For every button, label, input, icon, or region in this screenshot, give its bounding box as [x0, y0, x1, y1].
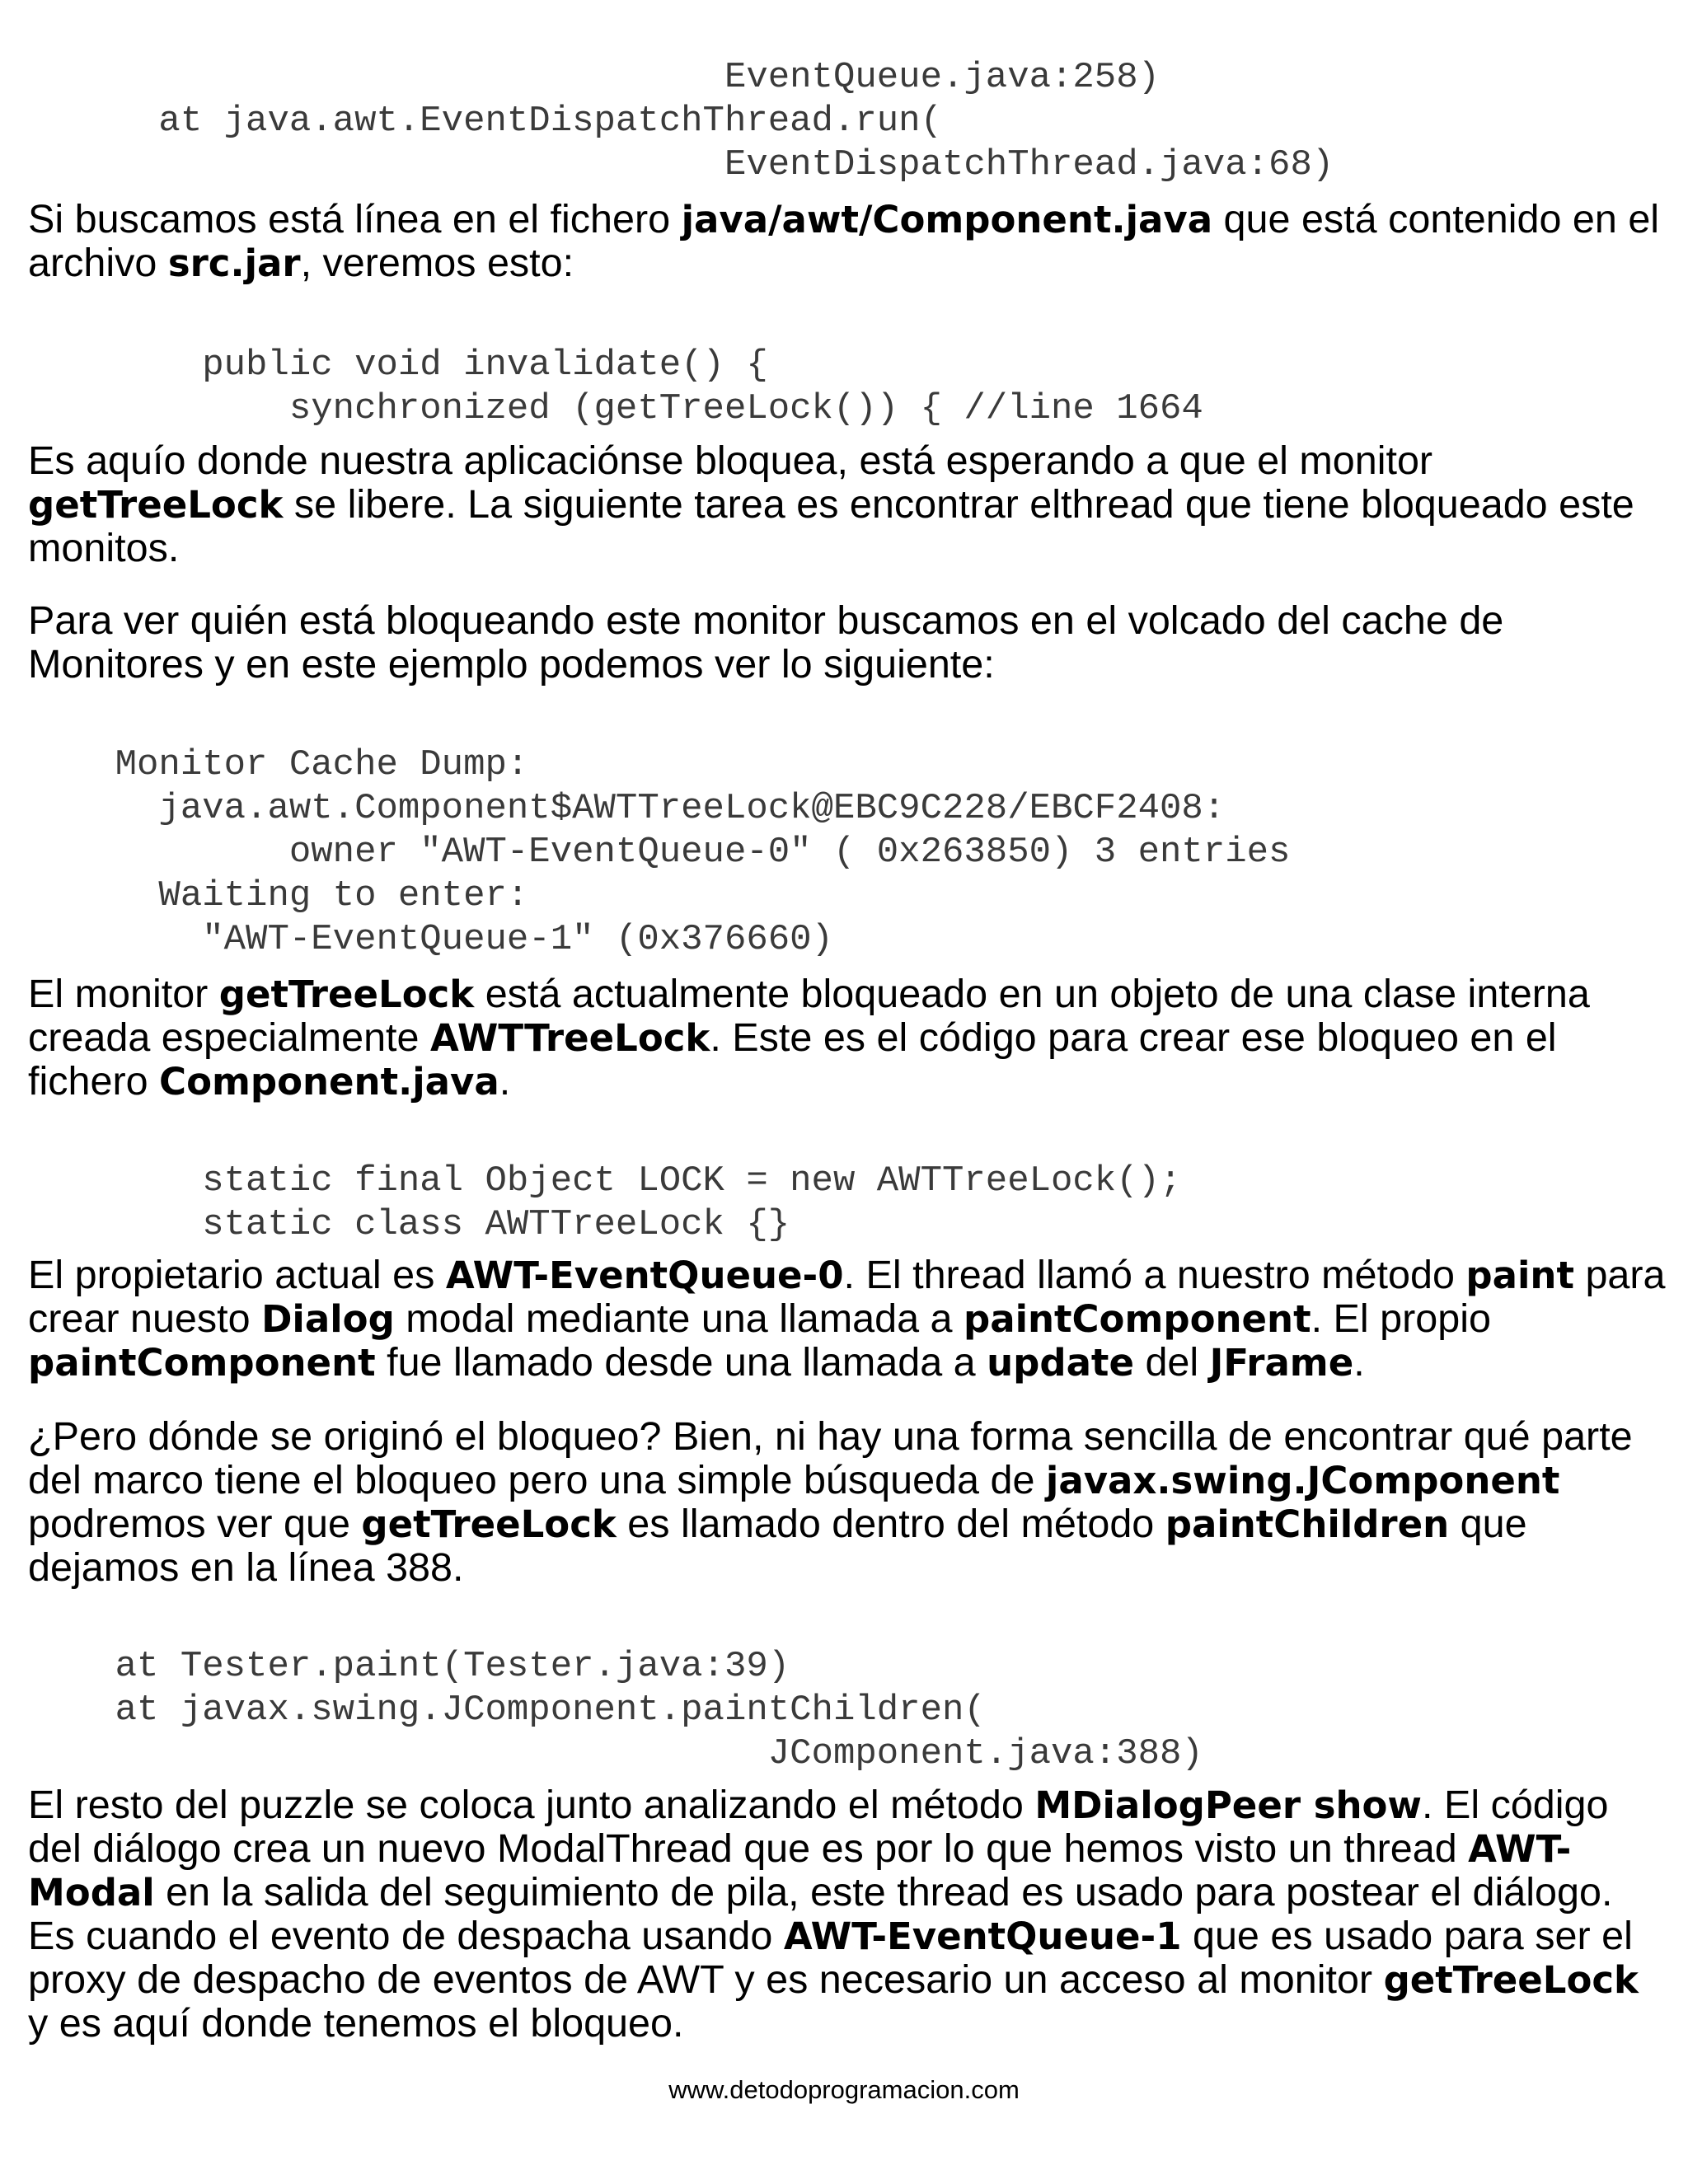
code-line: static final Object LOCK = new AWTTreeLock();: [28, 1160, 1182, 1202]
code-line: static class AWTTreeLock {}: [28, 1204, 790, 1245]
code-line: "AWT-EventQueue-1" (0x376660): [28, 919, 833, 960]
code-block-awt-tree-lock-snippet: [28, 1160, 1181, 1247]
text-run: para crear nuesto: [28, 1253, 1666, 1341]
text-run: , veremos esto:: [300, 241, 574, 285]
paragraph-owner-explanation: [28, 1254, 1668, 1385]
text-run: en la salida del seguimiento de pila, este thread es usado para postear el diálogo. Es cuando el evento de despacha usando: [28, 1870, 1613, 1958]
paragraph-blocked-explanation: [28, 439, 1668, 570]
text-run: fue llamado desde una llamada a: [375, 1340, 987, 1385]
bold-term: JFrame: [1209, 1341, 1354, 1385]
text-run: se libere. La siguiente tarea es encontrar elthread que tiene bloqueado este monitos.: [28, 482, 1634, 570]
paragraph-component-java-intro: [28, 198, 1668, 285]
text-run: podremos ver que: [28, 1502, 362, 1546]
code-block-invalidate-snippet: [28, 344, 1203, 431]
code-line: at javax.swing.JComponent.paintChildren(: [28, 1690, 986, 1731]
text-run: está actualmente bloqueado en un objeto de una clase interna creada especialmente: [28, 972, 1590, 1060]
text-run: El monitor: [28, 972, 219, 1016]
code-block-stack-trace-top: [28, 56, 1334, 187]
text-run: Es aquío donde nuestra aplicaciónse bloquea, está esperando a que el monitor: [28, 438, 1433, 483]
text-run: es llamado dentro del método: [616, 1502, 1165, 1546]
bold-term: paintComponent: [28, 1341, 376, 1385]
text-run: modal mediante una llamada a: [394, 1296, 964, 1341]
bold-term: MDialogPeer show: [1034, 1783, 1423, 1827]
bold-term: src.jar: [167, 241, 301, 285]
bold-term: getTreeLock: [1383, 1958, 1639, 2002]
bold-term: AWT-EventQueue-0: [445, 1254, 844, 1297]
bold-term: getTreeLock: [361, 1502, 617, 1546]
text-run: . El código del diálogo crea un nuevo ModalThread que es por lo que hemos visto un thread: [28, 1783, 1609, 1871]
bold-term: paint: [1465, 1254, 1574, 1297]
bold-term: AWT-EventQueue-1: [783, 1915, 1182, 1958]
code-line: EventDispatchThread.java:68): [28, 144, 1334, 185]
code-line: JComponent.java:388): [28, 1733, 1203, 1774]
text-run: El propietario actual es: [28, 1253, 446, 1297]
code-line: public void invalidate() {: [28, 344, 768, 386]
code-line: owner "AWT-EventQueue-0" ( 0x263850) 3 entries: [28, 832, 1291, 873]
text-run: que dejamos en la línea 388.: [28, 1502, 1527, 1590]
text-run: . El propio: [1311, 1296, 1491, 1341]
bold-term: paintChildren: [1165, 1502, 1450, 1546]
text-run: y es aquí donde tenemos el bloqueo.: [28, 2001, 684, 2046]
code-block-monitor-cache-dump: [28, 743, 1290, 962]
text-run: .: [499, 1059, 511, 1104]
bold-term: getTreeLock: [218, 972, 475, 1016]
bold-term: Dialog: [261, 1297, 395, 1341]
bold-term: Component.java: [159, 1060, 499, 1104]
bold-term: update: [987, 1341, 1134, 1385]
bold-term: getTreeLock: [28, 483, 284, 527]
text-run: ¿Pero dónde se originó el bloqueo? Bien, ni hay una forma sencilla de encontrar qué parte del marco tiene el bloqueo pero una simple búsqueda de: [28, 1414, 1633, 1502]
code-line: Monitor Cache Dump:: [28, 744, 529, 785]
text-run: . El thread llamó a nuestro método: [843, 1253, 1466, 1297]
code-line: at Tester.paint(Tester.java:39): [28, 1646, 790, 1687]
bold-term: javax.swing.JComponent: [1045, 1459, 1560, 1502]
paragraph-origin-question: [28, 1415, 1668, 1590]
text-run: Si buscamos está línea en el fichero: [28, 197, 682, 241]
bold-term: AWTTreeLock: [429, 1016, 710, 1060]
code-line: synchronized (getTreeLock()) { //line 1664: [28, 388, 1203, 429]
text-run: que está contenido en el archivo: [28, 197, 1660, 285]
code-line: EventQueue.java:258): [28, 57, 1160, 98]
footer-url: www.detodoprogramacion.com: [668, 2075, 1020, 2104]
code-block-paint-children-trace: [28, 1645, 1203, 1776]
text-run: .: [1353, 1340, 1365, 1385]
paragraph-awt-tree-lock-explanation: [28, 972, 1668, 1104]
text-run: del: [1133, 1340, 1210, 1385]
text-run: . Este es el código para crear ese bloqueo en el fichero: [28, 1015, 1557, 1104]
text-run: El resto del puzzle se coloca junto analizando el método: [28, 1783, 1035, 1827]
code-line: Waiting to enter:: [28, 875, 529, 916]
code-line: java.awt.Component$AWTTreeLock@EBC9C228/EBCF2408:: [28, 788, 1226, 829]
paragraph-puzzle-conclusion: [28, 1783, 1668, 2046]
text-run: que es usado para ser el proxy de despacho de eventos de AWT y es necesario un acceso al monitor: [28, 1914, 1633, 2002]
code-line: at java.awt.EventDispatchThread.run(: [28, 101, 942, 142]
paragraph-monitor-cache-intro: [28, 599, 1668, 687]
text-run: Para ver quién está bloqueando este monitor buscamos en el volcado del cache de Monitores y en este ejemplo podemos ver lo siguiente:: [28, 598, 1504, 687]
bold-term: AWT-Modal: [28, 1827, 1572, 1915]
bold-term: paintComponent: [963, 1297, 1311, 1341]
bold-term: java/awt/Component.java: [681, 198, 1213, 241]
